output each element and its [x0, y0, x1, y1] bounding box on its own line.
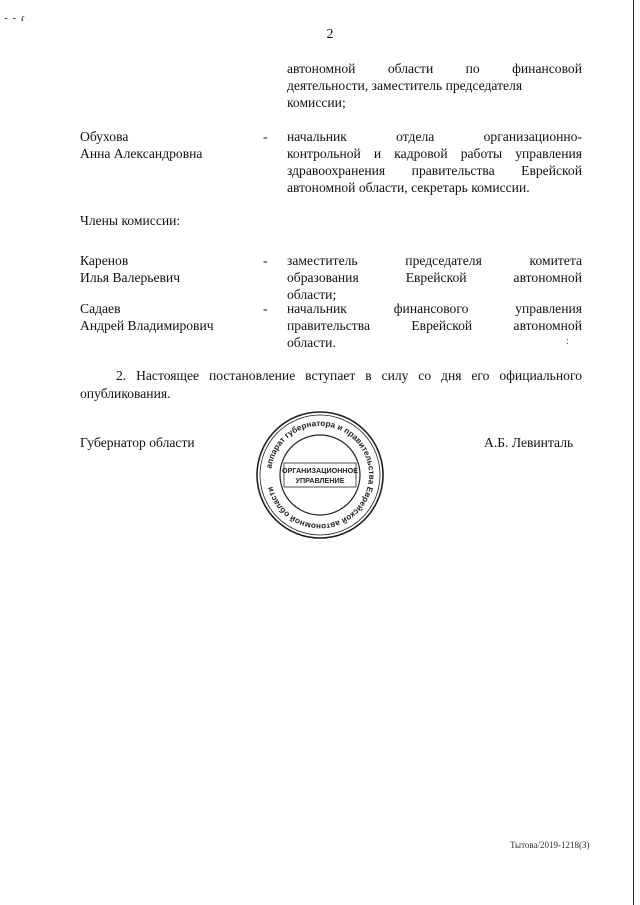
stamp-center-line: УПРАВЛЕНИЕ: [295, 476, 345, 485]
member-dash: -: [263, 301, 268, 316]
secretary-desc-line: контрольной и кадровой работы управления: [287, 146, 582, 161]
scan-edge: [633, 0, 634, 905]
page-number: 2: [326, 27, 334, 42]
secretary-description: [287, 128, 582, 196]
stamp-center-line: ОРГАНИЗАЦИОННОЕ: [281, 466, 359, 475]
member-description: [287, 300, 582, 351]
member-dash: -: [263, 253, 268, 268]
secretary-desc-line: автономной области, секретарь комиссии.: [287, 180, 530, 195]
member-name: [80, 252, 260, 286]
secretary-given-name: Анна Александровна: [80, 146, 203, 161]
member-surname: Садаев: [80, 301, 121, 316]
stamp-ring-text: аппарат губернатора и правительства Еврейской автономной области: [264, 418, 377, 532]
members-heading: Члены комиссии:: [80, 213, 181, 228]
signature-position: Губернатор области: [80, 435, 195, 450]
member-surname: Каренов: [80, 253, 129, 268]
member-desc-line: области.: [287, 335, 336, 350]
paragraph-2-line: опубликования.: [80, 386, 171, 401]
corner-mark: - - ɾ: [4, 12, 26, 24]
member-desc-line: заместитель председателя комитета: [287, 253, 582, 268]
first-block-description: [287, 60, 582, 111]
secretary-name: [80, 128, 260, 162]
paragraph-2-line: 2. Настоящее постановление вступает в силу со дня его официального: [116, 368, 582, 383]
footer-code: Тытова/2019-1218(3): [510, 840, 590, 850]
member-given-name: Илья Валерьевич: [80, 270, 181, 285]
first-block-line: деятельности, заместитель председателя: [287, 78, 523, 93]
secretary-desc-line: начальник отдела организационно-: [287, 129, 582, 144]
secretary-dash: -: [263, 129, 268, 144]
member-name: [80, 300, 260, 334]
member-desc-line: образования Еврейской автономной: [287, 270, 582, 285]
signature-name: А.Б. Левинталь: [484, 435, 574, 450]
stamp-seal: [254, 409, 386, 541]
scan-mark: :: [566, 336, 569, 347]
secretary-desc-line: здравоохранения правительства Еврейской: [287, 163, 582, 178]
member-desc-line: начальник финансового управления: [287, 301, 582, 316]
member-given-name: Андрей Владимирович: [80, 318, 214, 333]
member-desc-line: области;: [287, 287, 337, 302]
paragraph-2: [80, 367, 582, 403]
first-block-line: комиссии;: [287, 95, 346, 110]
member-desc-line: правительства Еврейской автономной: [287, 318, 582, 333]
first-block-line: автономной области по финансовой: [287, 61, 582, 76]
secretary-surname: Обухова: [80, 129, 129, 144]
member-description: [287, 252, 582, 303]
